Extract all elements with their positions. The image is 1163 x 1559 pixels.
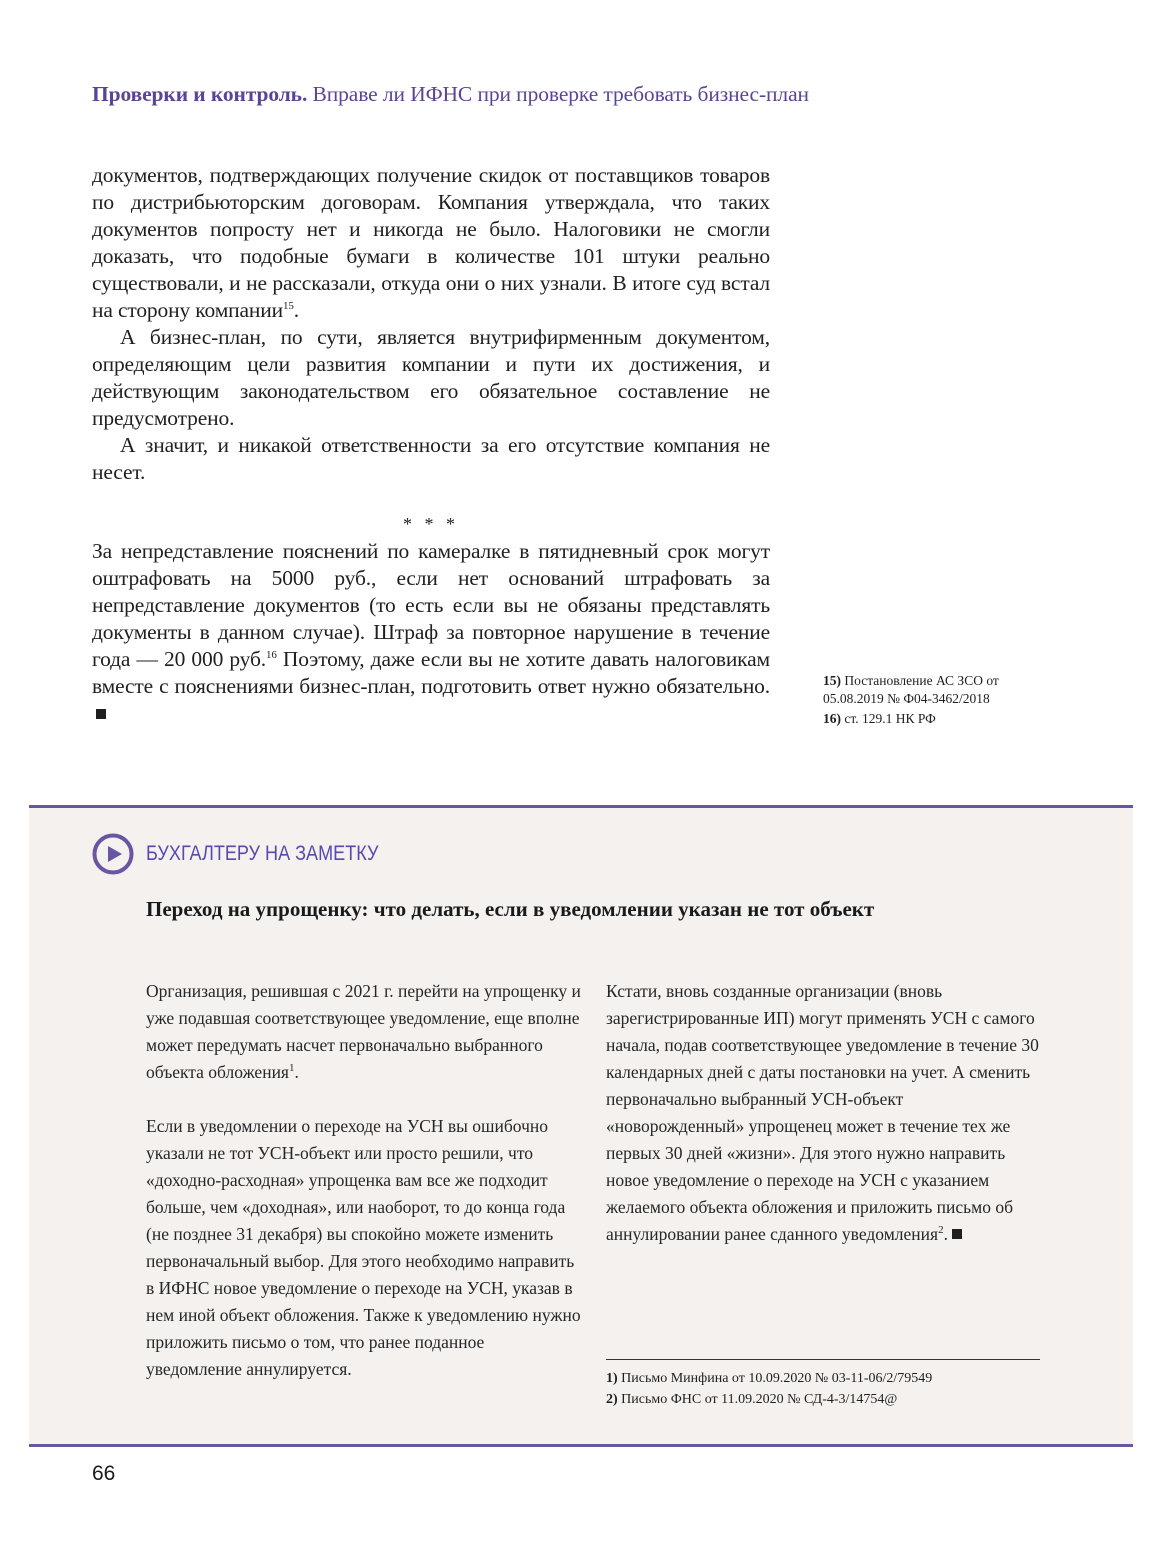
paragraph: Кстати, вновь созданные организации (вновь зарегистрированные ИП) могут применять УСН с самого начала, подав соответствующее уведомление в течение 30 календарных дней с даты постановки на учет. А сменить первоначально выбранный УСН-объект «новорожденный» упрощенец может в течение тех же первых 30 дней «жизни». Для этого нужно направить новое уведомление о переходе на УСН с указанием желаемого объекта обложения и приложить письмо об аннулировании ранее сданного уведомления$^2$.	[606, 981, 1039, 1244]
running-head-section: Проверки и контроль.	[92, 82, 308, 106]
end-mark-icon	[952, 1229, 962, 1239]
main-column	[92, 162, 770, 727]
footnote-ref[interactable]: 16	[266, 648, 277, 661]
paragraph: А значит, и никакой ответственности за его отсутствие компания не несет.	[92, 433, 770, 484]
footnote: 15) Постановление АС ЗСО от 05.08.2019 № Ф04-3462/2018	[823, 673, 999, 706]
box-label-text: БУХГАЛТЕРУ НА ЗАМЕТКУ	[146, 842, 379, 865]
footnote-ref[interactable]: 1	[288, 1062, 295, 1075]
paragraph: А бизнес-план, по сути, является внутрифирменным документом, определяющим цели развития компании и пути их достижения, и действующим законодательством его обязательное составление не предусмотрено.	[92, 325, 770, 430]
footnote: 2) Письмо ФНС от 11.09.2020 № СД-4-3/14754@	[606, 1392, 898, 1407]
footnote: 1) Письмо Минфина от 10.09.2020 № 03-11-06/2/79549	[606, 1371, 933, 1386]
running-head	[92, 82, 809, 107]
section-separator: * * *	[403, 514, 459, 534]
end-mark-icon	[96, 709, 106, 719]
box-footnotes	[606, 1359, 1040, 1410]
footnote: 16) ст. 129.1 НК РФ	[823, 711, 936, 726]
paragraph: документов, подтверждающих получение скидок от поставщиков товаров по дистрибьюторским договорам. Компания утверждала, что таких документов попросту нет и никогда не было. Налоговики не смогли доказать, что подобные бумаги в количестве 101 штуки реально существовали, и не рассказали, откуда они о них узнали. В итоге суд встал на сторону компании$^{15}$.	[92, 163, 770, 322]
footnote-ref[interactable]: 2	[938, 1224, 944, 1237]
box-title: Переход на упрощенку: что делать, если в уведомлении указан не тот объект	[146, 897, 875, 921]
page-number: 66	[92, 1462, 116, 1485]
side-footnotes	[823, 672, 1053, 730]
box-label	[92, 833, 416, 875]
paragraph: За непредставление пояснений по камералке в пятидневный срок могут оштрафовать на 5000 руб., если нет оснований штрафовать за непредставление документов (то есть если вы не обязаны представлять документы в данном случае). Штраф за повторное нарушение в течение года — 20 000 руб.$^{16}$ Поэтому, даже если вы не хотите давать налоговикам вместе с пояснениями бизнес-план, подготовить ответ нужно обязательно.	[92, 538, 770, 727]
paragraph: Если в уведомлении о переходе на УСН вы ошибочно указали не тот УСН-объект или просто решили, что «доходно-расходная» упрощенка вам все же подходит больше, чем «доходная», или наоборот, то до конца года (не позднее 31 декабря) вы спокойно можете изменить первоначальный выбор. Для этого необходимо направить в ИФНС новое уведомление о переходе на УСН, указав в нем иной объект обложения. Также к уведомлению нужно приложить письмо о том, что ранее поданное уведомление аннулируется.	[146, 1116, 581, 1379]
running-head-title: Вправе ли ИФНС при проверке требовать бизнес-план	[312, 82, 809, 106]
box-left-column	[146, 978, 582, 1410]
note-box	[29, 805, 1133, 1447]
paragraph: Организация, решившая с 2021 г. перейти на упрощенку и уже подавшая соответствующее уведомление, еще вполне может передумать насчет первоначально выбранного объекта обложения$^1$.	[146, 981, 581, 1082]
box-right-column	[606, 978, 1042, 1275]
footnote-ref[interactable]: 15	[282, 299, 294, 312]
play-icon	[92, 833, 134, 875]
